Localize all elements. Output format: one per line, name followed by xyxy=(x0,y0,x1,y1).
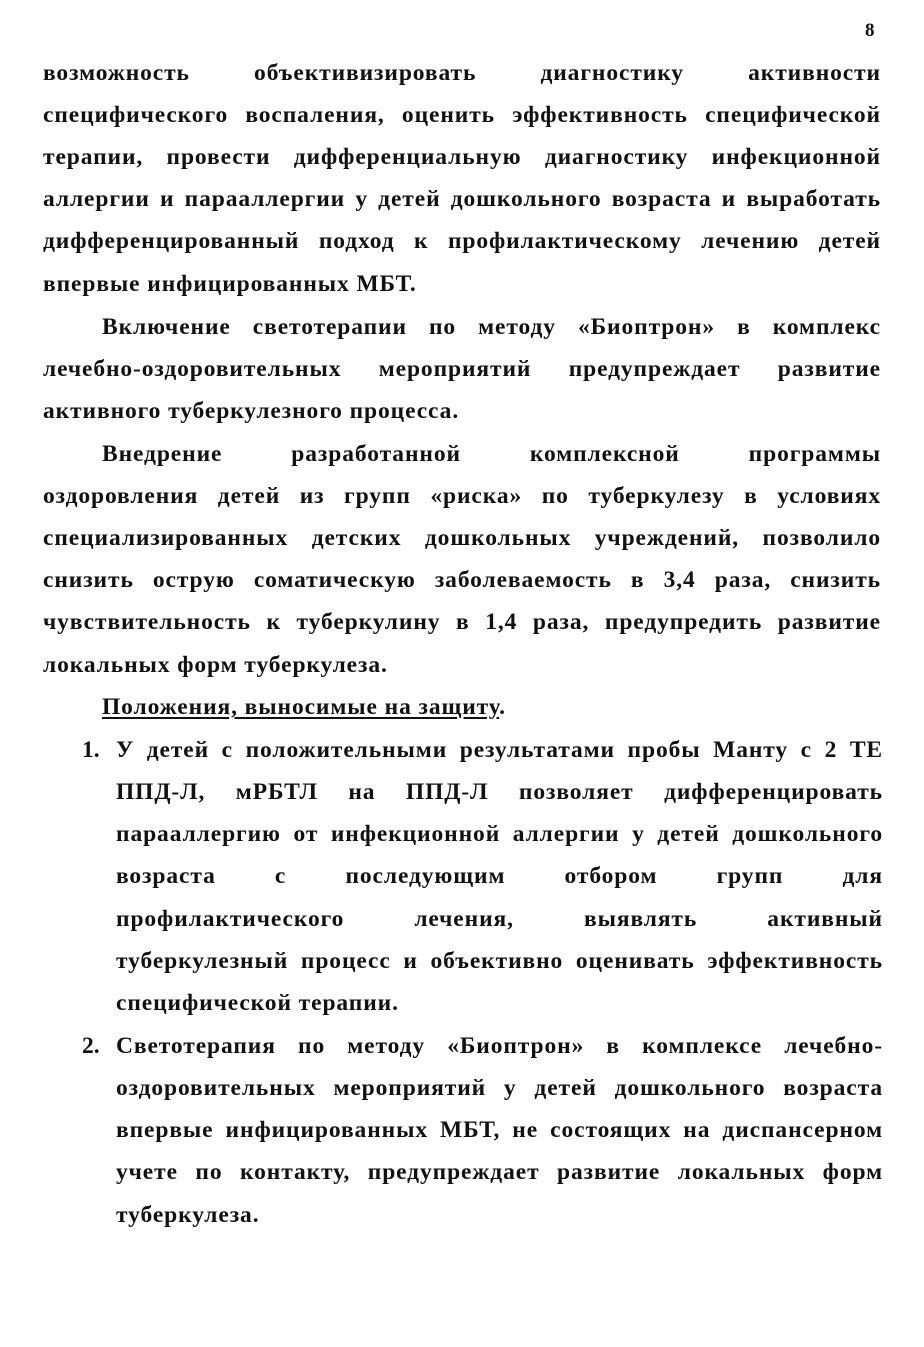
list-item-2-line-5: туберкулеза. xyxy=(116,1202,260,1228)
paragraph-1-line-6: впервые инфицированных МБТ. xyxy=(43,271,417,297)
paragraph-3-line-1: Внедрение разработанной комплексной программы xyxy=(102,441,881,467)
paragraph-3-line-5: чувствительность к туберкулину в 1,4 раза, предупредить развитие xyxy=(43,609,881,635)
paragraph-1-line-4: аллергии и парааллергии у детей дошкольного возраста и выработать xyxy=(43,186,881,212)
paragraph-2-line-2: лечебно-оздоровительных мероприятий предупреждает развитие xyxy=(43,356,881,382)
list-item-2-line-4: учете по контакту, предупреждает развитие локальных форм xyxy=(116,1159,883,1185)
paragraph-2-line-1: Включение светотерапии по методу «Биоптрон» в комплекс xyxy=(102,314,881,340)
paragraph-2-line-3: активного туберкулезного процесса. xyxy=(43,398,460,424)
page-number: 8 xyxy=(865,20,875,41)
paragraph-1-line-1: возможность объективизировать диагностику активности xyxy=(43,60,881,86)
list-item-1-line-1: У детей с положительными результатами пробы Манту с 2 ТЕ xyxy=(116,737,883,763)
section-heading-text: Положения, выносимые на защиту xyxy=(102,694,500,720)
list-item-2-number: 2. xyxy=(82,1033,100,1059)
section-heading-period: . xyxy=(499,694,506,720)
list-item-1-line-2: ППД-Л, мРБТЛ на ППД-Л позволяет дифференцировать xyxy=(116,779,883,805)
paragraph-1-line-2: специфического воспаления, оценить эффективность специфической xyxy=(43,102,881,128)
paragraph-3-line-6: локальных форм туберкулеза. xyxy=(43,652,388,678)
list-item-2-line-2: оздоровительных мероприятий у детей дошкольного возраста xyxy=(116,1075,883,1101)
list-item-1-line-6: туберкулезный процесс и объективно оценивать эффективность xyxy=(116,948,883,974)
paragraph-3-line-3: специализированных детских дошкольных учреждений, позволило xyxy=(43,525,881,551)
paragraph-1-line-5: дифференцированный подход к профилактическому лечению детей xyxy=(43,228,881,254)
paragraph-3-line-2: оздоровления детей из групп «риска» по туберкулезу в условиях xyxy=(43,483,881,509)
paragraph-1-line-3: терапии, провести дифференциальную диагностику инфекционной xyxy=(43,144,881,170)
list-item-1-number: 1. xyxy=(82,737,100,763)
section-heading xyxy=(102,692,742,722)
list-item-1-line-7: специфической терапии. xyxy=(116,990,399,1016)
list-item-1-line-4: возраста с последующим отбором групп для xyxy=(116,863,883,889)
list-item-2-line-3: впервые инфицированных МБТ, не состоящих на диспансерном xyxy=(116,1117,883,1143)
list-item-1-line-5: профилактического лечения, выявлять активный xyxy=(116,906,883,932)
paragraph-3-line-4: снизить острую соматическую заболеваемость в 3,4 раза, снизить xyxy=(43,567,881,593)
list-item-1-line-3: парааллергию от инфекционной аллергии у детей дошкольного xyxy=(116,821,883,847)
list-item-2-line-1: Светотерапия по методу «Биоптрон» в комплексе лечебно- xyxy=(116,1033,883,1059)
